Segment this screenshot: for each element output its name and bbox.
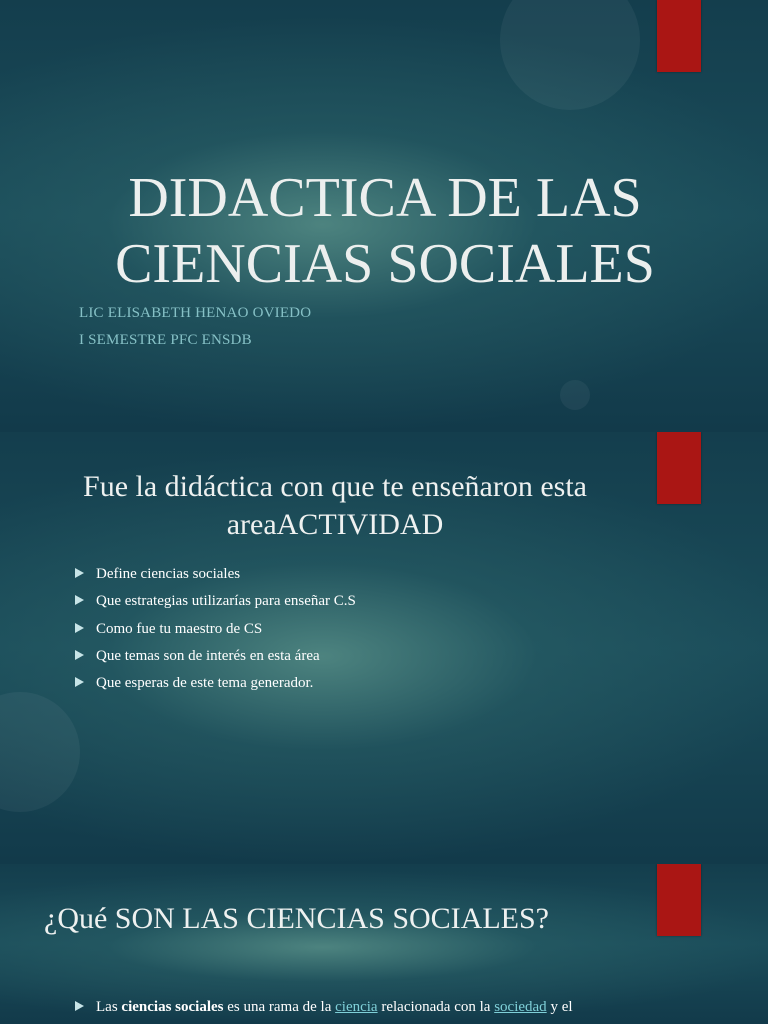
slide-title: ¿Qué SON LAS CIENCIAS SOCIALES?	[44, 902, 549, 935]
red-accent-bar	[657, 0, 701, 72]
body-text: y el	[546, 999, 573, 1015]
list-item-text: Que estrategias utilizarías para enseñar C.S	[96, 593, 356, 610]
bold-term: ciencias sociales	[121, 999, 224, 1015]
background-bokeh	[0, 692, 80, 812]
list-item-text: Define ciencias sociales	[96, 566, 241, 582]
body-text: Las	[96, 999, 122, 1015]
slide-title: DIDACTICA DE LAS CIENCIAS SOCIALES	[115, 167, 655, 295]
triangle-bullet-icon	[75, 595, 84, 605]
slide-3	[0, 864, 768, 1024]
triangle-bullet-icon	[75, 568, 84, 578]
link-ciencia[interactable]: ciencia	[335, 999, 378, 1015]
author-line: LIC ELISABETH HENAO OVIEDO	[79, 305, 312, 321]
list-item	[75, 997, 573, 1017]
red-accent-bar	[657, 432, 701, 504]
bullet-list	[75, 564, 356, 700]
slide-title: Fue la didáctica con que te enseñaron esta areaACTIVIDAD	[83, 470, 587, 541]
list-item-text: Que temas son de interés en esta área	[96, 647, 320, 664]
background-bokeh	[500, 0, 640, 110]
slide-1	[0, 0, 768, 432]
background-bokeh	[560, 380, 590, 410]
triangle-bullet-icon	[75, 623, 84, 633]
slide-2	[0, 432, 768, 864]
triangle-bullet-icon	[75, 1001, 84, 1011]
list-item	[75, 619, 356, 646]
list-item	[75, 564, 356, 591]
bullet-list	[75, 997, 573, 1017]
list-item-text: Que esperas de este tema generador.	[96, 675, 314, 692]
triangle-bullet-icon	[75, 677, 84, 687]
link-sociedad[interactable]: sociedad	[494, 999, 547, 1015]
body-text: relacionada con la	[377, 999, 495, 1015]
red-accent-bar	[657, 864, 701, 936]
course-line: I SEMESTRE PFC ENSDB	[79, 332, 252, 348]
list-item-text: Como fue tu maestro de CS	[96, 620, 263, 637]
list-item	[75, 591, 356, 618]
list-item	[75, 673, 356, 700]
triangle-bullet-icon	[75, 650, 84, 660]
body-text: es una rama de la	[223, 999, 336, 1015]
list-item	[75, 646, 356, 673]
